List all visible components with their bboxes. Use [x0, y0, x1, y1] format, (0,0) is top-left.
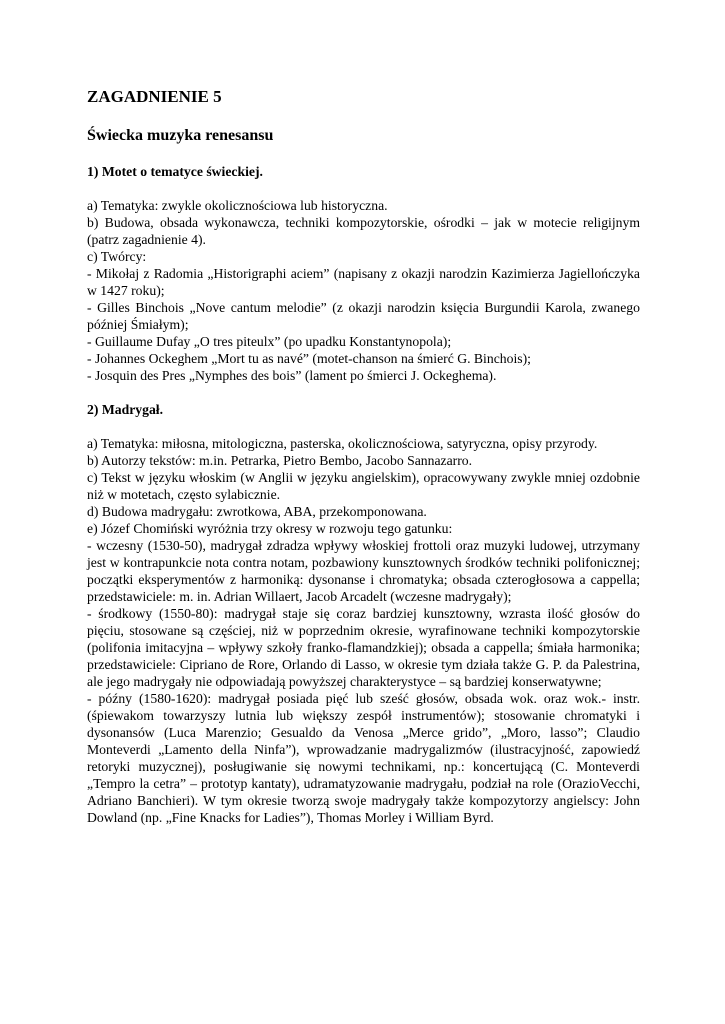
paragraph: d) Budowa madrygału: zwrotkowa, ABA, przekomponowana. — [87, 504, 427, 519]
paragraph: b) Budowa, obsada wykonawcza, techniki kompozytorskie, ośrodki – jak w motecie religijnym (patrz zagadnienie 4). — [87, 215, 640, 247]
paragraph: a) Tematyka: miłosna, mitologiczna, pasterska, okolicznościowa, satyryczna, opisy przyrody. — [87, 436, 598, 451]
paragraph: - Mikołaj z Radomia „Historigraphi aciem” (napisany z okazji narodzin Kazimierza Jagiellończyka w 1427 roku); — [87, 266, 640, 298]
paragraph: - Josquin des Pres „Nymphes des bois” (lament po śmierci J. Ockeghema). — [87, 368, 497, 383]
paragraph: c) Tekst w języku włoskim (w Anglii w języku angielskim), opracowywany zwykle mniej ozdobnie niż w motetach, często sylabicznie. — [87, 470, 640, 502]
section-heading-madrigal: 2) Madrygał. — [87, 402, 164, 417]
document-subtitle: Świecka muzyka renesansu — [87, 127, 274, 144]
paragraph: - późny (1580-1620): madrygał posiada pięć lub sześć głosów, obsada wok. oraz wok.- instr. (śpiewakom towarzyszy lutnia lub większy zespół instrumentów); stosowanie chromatyki i dysonansów (Luca Marenzio; Gesualdo da Venosa „Merce grido”, „Moro, lasso”; Claudio Monteverdi „Lamento della Ninfa”), wprowadzanie madrygalizmów (ilustracyjność, zapowiedź retoryki muzycznej), posługiwanie się nowymi technikami, np.: koncertującą (C. Monteverdi „Tempro la cetra” – prototyp kantaty), udramatyzowanie madrygału, podział na role (OrazioVecchi, Adriano Banchieri). W tym okresie tworzą swoje madrygały także kompozytorzy angielscy: John Dowland (np. „Fine Knacks for Ladies”), Thomas Morley i William Byrd. — [87, 691, 640, 825]
paragraph: - środkowy (1550-80): madrygał staje się coraz bardziej kunsztowny, wzrasta ilość głosów do pięciu, stosowane są częściej, niż w poprzednim okresie, wyrafinowane techniki kompozytorskie (polifonia imitacyjna – wpływy szkoły franko-flamandzkiej); obsada a cappella; śmiała harmonika; przedstawiciele: Cipriano de Rore, Orlando di Lasso, w okresie tym działa także G. P. da Palestrina, ale jego madrygały nie odpowiadają powyższej charakterystyce – są bardziej konserwatywne; — [87, 606, 640, 689]
paragraph: c) Twórcy: — [87, 249, 147, 264]
paragraph: - Gilles Binchois „Nove cantum melodie” (z okazji narodzin księcia Burgundii Karola, zwanego później Śmiałym); — [87, 300, 640, 332]
paragraph: - Guillaume Dufay „O tres piteulx” (po upadku Konstantynopola); — [87, 334, 452, 349]
section-heading-motet: 1) Motet o tematyce świeckiej. — [87, 164, 263, 179]
document-title: ZAGADNIENIE 5 — [87, 87, 222, 106]
paragraph: a) Tematyka: zwykle okolicznościowa lub historyczna. — [87, 198, 388, 213]
section-body-madrigal — [87, 435, 640, 826]
paragraph: b) Autorzy tekstów: m.in. Petrarka, Pietro Bembo, Jacobo Sannazarro. — [87, 453, 473, 468]
document-page — [87, 86, 640, 843]
section-body-motet — [87, 197, 640, 384]
paragraph: - Johannes Ockeghem „Mort tu as navé” (motet-chanson na śmierć G. Binchois); — [87, 351, 531, 366]
paragraph: e) Józef Chomiński wyróżnia trzy okresy w rozwoju tego gatunku: — [87, 521, 453, 536]
paragraph: - wczesny (1530-50), madrygał zdradza wpływy włoskiej frottoli oraz muzyki ludowej, utrzymany jest w kontrapunkcie nota contra notam, pozbawiony kunsztownych środków techniki polifonicznej; początki eksperymentów z harmoniką: dysonanse i chromatyka; obsada czterogłosowa a cappella; przedstawiciele: m. in. Adrian Willaert, Jacob Arcadelt (wczesne madrygały); — [87, 538, 640, 604]
